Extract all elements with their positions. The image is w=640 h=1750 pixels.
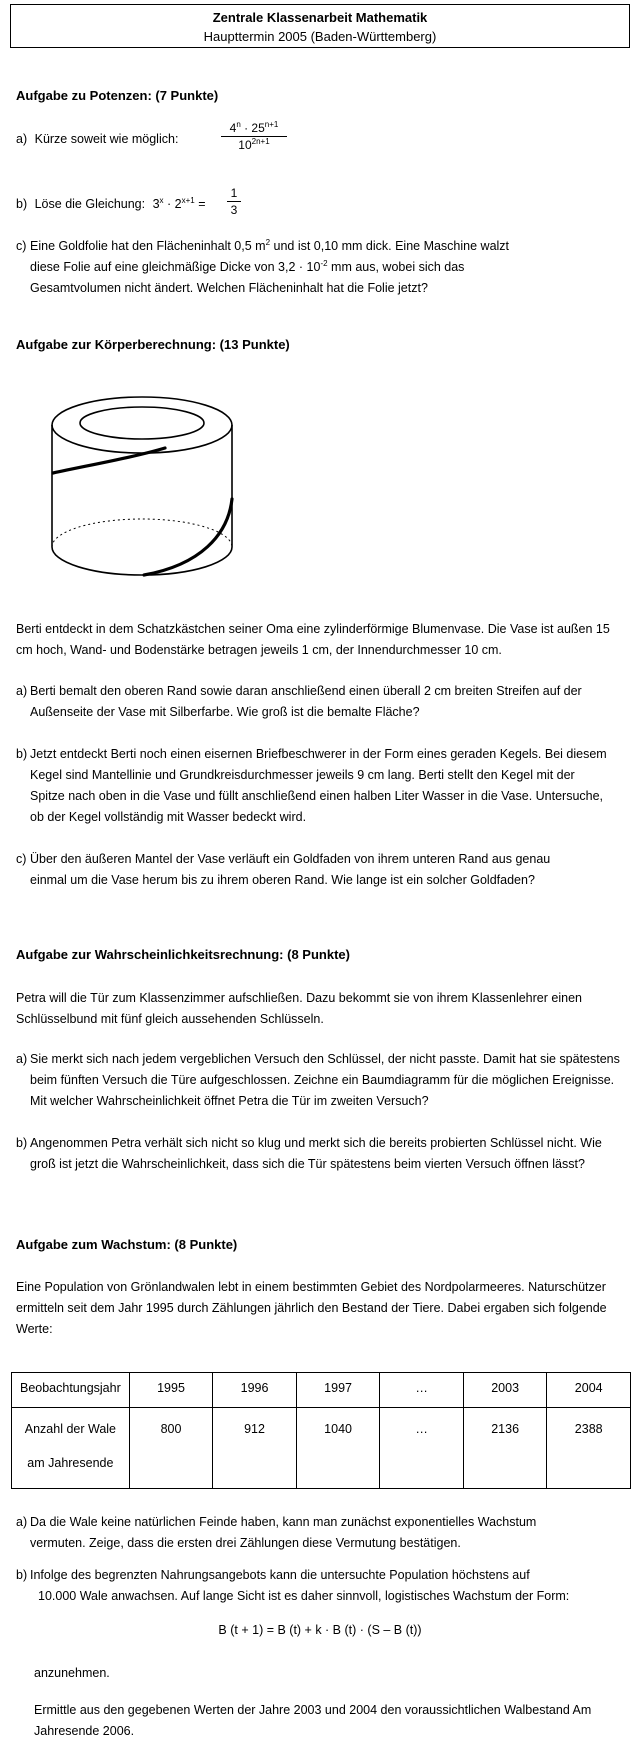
equation: $3^x \cdot 2^{x+1}$ = [152,195,206,211]
task-1b [16,197,206,211]
table-row [12,1408,631,1489]
table-cell: 2004 [547,1373,631,1408]
task-1a [16,132,178,146]
vase-figure [40,385,250,585]
table-cell: … [380,1373,464,1408]
task-label: b) [16,197,28,211]
section3-intro: Petra will die Tür zum Klassenzimmer aufschließen. Dazu bekommt sie von ihrem Klassenlehrer einen Schlüsselbund mit fünf gleich aussehenden Schlüsseln. [16,991,582,1026]
task-label: b) [16,1568,28,1582]
table-cell: 1997 [296,1373,380,1408]
table-cell: 1996 [213,1373,297,1408]
task-text: Berti bemalt den oberen Rand sowie daran anschließend einen überall 2 cm breiten Streifen auf der Außenseite der Vase mit Silberfarbe. Wie groß ist die bemalte Fläche? [30,684,582,719]
table-cell: 1995 [129,1373,213,1408]
task-text: Infolge des begrenzten Nahrungsangebots kann die untersuchte Population höchstens auf 10.000 Wale anwachsen. Auf lange Sicht ist es daher sinnvoll, logistisches Wachstum der Form: [30,1568,570,1603]
task-text: Angenommen Petra verhält sich nicht so klug und merkt sich die bereits probierten Schlüssel nicht. Wie groß ist jetzt die Wahrscheinlichkeit, dass sich die Tür spätestens beim vierten Versuch öffnen lässt? [30,1136,602,1171]
section2-intro: Berti entdeckt in dem Schatzkästchen seiner Oma eine zylinderförmige Blumenvase. Die Vase ist außen 15 cm hoch, Wand- und Bodenstärke betragen jeweils 1 cm, der Innendurchmesser 10 cm. [16,622,610,657]
fraction-1b [227,186,241,217]
task-text: Löse die Gleichung: [34,197,146,211]
document-header [10,4,630,48]
table-cell: 800 [129,1408,213,1489]
vase-bottom-back [52,519,232,547]
task-text: Jetzt entdeckt Berti noch einen eisernen Briefbeschwerer in der Form eines geraden Kegels. Bei diesem Kegel sind Mantellinie und Grundkreisdurchmesser jeweils 9 cm lang. Berti stellt den Kegel mit der Spitze nach oben in die Vase und füllt anschließend einen halben Liter Wasser in die Vase. Untersuche, ob der Kegel vollständig mit Wasser bedeckt wird. [30,747,607,824]
task-label: b) [16,747,28,761]
fraction-1a [221,121,287,152]
task-label: a) [16,1052,28,1066]
section-heading-potenzen: Aufgabe zu Potenzen: (7 Punkte) [16,88,219,103]
task-2b [16,744,626,828]
task-label: c) [16,239,27,253]
fraction-numerator: 1 [227,186,241,202]
logistic-formula: B (t + 1) = B (t) + k · B (t) · (S – B (t)) [218,1623,422,1637]
task-1c [16,236,626,299]
fraction-denominator: 3 [230,203,238,217]
task-4a [16,1512,626,1554]
task-text: Über den äußeren Mantel der Vase verläuft ein Goldfaden von ihrem unteren Rand aus genau einmal um die Vase herum bis zu ihrem oberen Rand. Wie lange ist ein solcher Goldfaden? [30,852,551,887]
task-label: a) [16,132,28,146]
section-heading-koerper: Aufgabe zur Körperberechnung: (13 Punkte) [16,337,290,352]
document-subtitle: Haupttermin 2005 (Baden-Württemberg) [203,29,437,44]
table-cell: Beobachtungsjahr [12,1373,130,1408]
task-2c [16,849,626,891]
task-label: a) [16,1515,28,1529]
task-text: Eine Goldfolie hat den Flächeninhalt 0,5 $m^2$ und ist 0,10 mm dick. Eine Maschine walzt diese Folie auf eine gleichmäßige Dicke von $3,2 \cdot 10^{-2}$ mm aus, wobei sich das Gesamtvolumen nicht ändert. Welchen Flächeninhalt hat die Folie jetzt? [30,237,510,295]
fraction-numerator: $4^n \cdot 25^{n+1}$ [221,121,287,137]
task-label: a) [16,684,28,698]
section-heading-wachstum: Aufgabe zum Wachstum: (8 Punkte) [16,1237,238,1252]
table-cell: 912 [213,1408,297,1489]
fraction-denominator: $10^{2n+1}$ [238,137,270,152]
task-2a [16,681,626,723]
task-text: Sie merkt sich nach jedem vergeblichen Versuch den Schlüssel, der nicht passte. Damit hat sie spätestens beim fünften Versuch die Türe aufgeschlossen. Zeichne ein Baumdiagramm für die möglichen Ereignisse. Mit welcher Wahrscheinlichkeit öffnet Petra die Tür im zweiten Versuch? [30,1052,620,1108]
table-cell: 2136 [463,1408,547,1489]
section-heading-wahrscheinlichkeit: Aufgabe zur Wahrscheinlichkeitsrechnung: (8 Punkte) [16,947,350,962]
table-row [12,1373,631,1408]
task-text: Kürze soweit wie möglich: [34,132,179,146]
table-cell: … [380,1408,464,1489]
task-4b [16,1565,626,1607]
table-cell: 2003 [463,1373,547,1408]
section4-intro: Eine Population von Grönlandwalen lebt in einem bestimmten Gebiet des Nordpolarmeeres. Naturschützer ermitteln seit dem Jahr 1995 durch Zählungen jährlich den Bestand der Tiere. Dabei ergaben sich folgende Werte: [16,1280,607,1336]
vase-bottom-front [52,547,232,575]
task-3a [16,1049,626,1112]
task-text: Da die Wale keine natürlichen Feinde haben, kann man zunächst exponentielles Wachstum vermuten. Zeige, dass die ersten drei Zählungen diese Vermutung bestätigen. [30,1515,537,1550]
vase-top-inner-ellipse [80,407,204,439]
task-label: b) [16,1136,28,1150]
table-cell: 1040 [296,1408,380,1489]
document-title: Zentrale Klassenarbeit Mathematik [212,10,428,25]
table-cell: Anzahl der Wale am Jahresende [12,1408,130,1489]
vase-top-outer-ellipse [52,397,232,453]
table-cell: 2388 [547,1408,631,1489]
task-4b-continuation: anzunehmen. [34,1666,110,1680]
task-4b-final: Ermittle aus den gegebenen Werten der Jahre 2003 und 2004 den voraussichtlichen Walbestand Am Jahresende 2006. [34,1703,592,1738]
task-label: c) [16,852,27,866]
task-3b [16,1133,626,1175]
gold-thread-lower [144,499,232,575]
whale-table [11,1372,631,1489]
